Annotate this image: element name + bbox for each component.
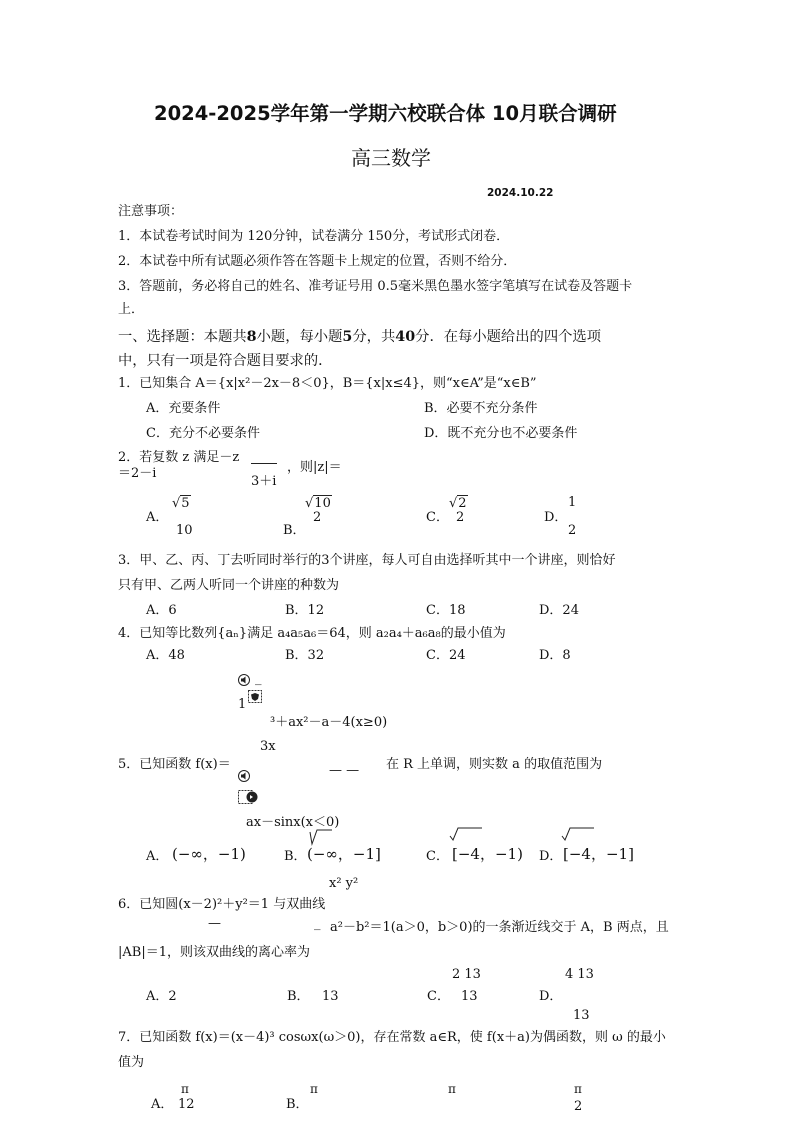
q5-piece-upper: ³＋ax²－a－4(x≥0) <box>270 715 388 730</box>
question-6-stem-line2: a²－b²＝1(a＞0，b＞0)的一条渐近线交于 A，B 两点，且 <box>330 920 669 935</box>
q7-option-b-label: B． <box>286 1097 309 1112</box>
q2-option-a-label: A． <box>146 510 169 525</box>
q6-option-b-label: B． <box>287 989 310 1004</box>
q2-option-a-den: 10 <box>176 523 193 538</box>
q2-option-d-label: D． <box>544 510 568 525</box>
note-item: 1．本试卷考试时间为 120分钟，试卷满分 150分，考试形式闭卷． <box>118 229 510 244</box>
q2-option-d-num: 1 <box>568 495 577 510</box>
q6-fraction-top: x² y² <box>329 876 359 891</box>
q5-option-a-label: A． <box>146 849 169 864</box>
question-2-stem-a: 2．若复数 z 满足－z <box>118 450 240 465</box>
q3-option-b: B．12 <box>285 603 325 618</box>
q6-option-c-label: C． <box>427 989 450 1004</box>
question-6-stem-line3: |AB|＝1，则该双曲线的离心率为 <box>118 945 310 960</box>
q6-option-c-val: 13 <box>461 989 478 1004</box>
section-heading-line2: 中，只有一项是符合题目要求的． <box>118 353 333 369</box>
q2-option-c-num: √2 <box>449 496 467 511</box>
q2-option-b-label: B． <box>283 523 306 538</box>
question-1-stem: 1．已知集合 A＝{x|x²－2x－8＜0}，B＝{x|x≤4}，则“x∈A”是“x∈B” <box>118 376 537 391</box>
q5-option-d-label: D． <box>539 849 563 864</box>
question-2-stem-b: ＝2－i <box>118 466 157 481</box>
q1-option-c: C．充分不必要条件 <box>146 426 260 441</box>
question-3-stem: 3．甲、乙、丙、丁去听同时举行的3个讲座，每人可自由选择听其中一个讲座，则恰好 <box>118 553 616 568</box>
speaker-icon <box>238 674 250 686</box>
section-heading: 一、选择题：本题共8小题，每小题5分，共40分．在每小题给出的四个选项 <box>118 329 602 345</box>
q5-option-d: [−4，−1] <box>563 845 634 863</box>
q6-option-d-den: 13 <box>573 1008 590 1023</box>
question-5-stem: 5．已知函数 f(x)＝ <box>118 757 231 772</box>
q2-stem-tail: ，则|z|＝ <box>287 460 342 475</box>
q5-piece-3x: 3x <box>260 739 276 754</box>
q3-option-d: D．24 <box>539 603 579 618</box>
question-3-stem-line2: 只有甲、乙两人听同一个讲座的种数为 <box>118 578 340 593</box>
q5-option-c-label: C． <box>426 849 449 864</box>
q2-option-d-den: 2 <box>568 523 577 538</box>
q5-option-b-label: B． <box>284 849 307 864</box>
q2-denominator: 3＋i <box>251 474 277 489</box>
q2-option-c-den: 2 <box>456 510 465 525</box>
subject-title: 高三数学 <box>351 146 431 170</box>
q7-option-c-pi: π <box>448 1082 456 1096</box>
exam-title: 2024-2025学年第一学期六校联合体 10月联合调研 <box>154 102 617 125</box>
q4-option-d: D．8 <box>539 648 571 663</box>
question-7-stem: 7．已知函数 f(x)＝(x－4)³ cosωx(ω＞0)，存在常数 a∈R，使 f(x＋a)为偶函数，则 ω 的最小 <box>118 1030 666 1045</box>
question-5-stem-tail: 在 R 上单调，则实数 a 的取值范围为 <box>386 757 603 772</box>
exam-date: 2024.10.22 <box>487 187 554 199</box>
q6-option-a: A．2 <box>146 989 177 1004</box>
q4-option-a: A．48 <box>146 648 185 663</box>
note-item: 上． <box>118 302 145 317</box>
q6-dash: _ <box>314 916 321 931</box>
fraction-bar <box>251 463 277 464</box>
q7-option-a-pi: π <box>181 1082 189 1096</box>
question-7-stem-line2: 值为 <box>118 1055 145 1070</box>
q6-dash: — <box>208 916 221 931</box>
q1-option-d: D．既不充分也不必要条件 <box>424 426 578 441</box>
note-item: 2．本试卷中所有试题必须作答在答题卡上规定的位置，否则不给分． <box>118 254 517 269</box>
q5-piece-minus: _ <box>255 671 262 686</box>
q7-option-a-label: A． <box>151 1097 174 1112</box>
q4-option-c: C．24 <box>426 648 466 663</box>
q7-option-a-den: 12 <box>178 1097 195 1112</box>
q6-option-d-top: 4 13 <box>565 967 594 982</box>
q2-option-c-label: C． <box>426 510 449 525</box>
q5-fraction-dashes: — — <box>329 763 360 778</box>
q6-option-b-val: 13 <box>322 989 339 1004</box>
q2-option-a-num: √5 <box>172 496 190 511</box>
q3-option-a: A．6 <box>146 603 177 618</box>
radical-signs <box>300 828 640 848</box>
q3-option-c: C．18 <box>426 603 466 618</box>
q7-option-d-den: 2 <box>574 1099 583 1114</box>
notes-heading: 注意事项： <box>118 204 184 219</box>
broken-image-icon <box>238 790 260 804</box>
q1-option-b: B．必要不充分条件 <box>424 401 538 416</box>
q2-option-b-num: √10 <box>305 496 331 511</box>
q1-option-a: A．充要条件 <box>146 401 221 416</box>
note-item: 3．答题前，务必将自己的姓名、准考证号用 0.5毫米黑色墨水签字笔填写在试卷及答题卡 <box>118 279 633 294</box>
q5-option-b: (−∞，−1] <box>307 845 381 863</box>
q2-option-b-den: 2 <box>313 510 322 525</box>
shield-icon <box>248 690 262 703</box>
q6-option-c-top: 2 13 <box>452 967 481 982</box>
q5-piece-one: 1 <box>238 697 247 712</box>
question-4-stem: 4．已知等比数列{aₙ}满足 a₄a₅a₆＝64，则 a₂a₄＋a₆a₈的最小值为 <box>118 626 506 641</box>
q5-option-a: (−∞，−1) <box>172 845 246 863</box>
question-6-stem: 6．已知圆(x－2)²＋y²＝1 与双曲线 <box>118 897 326 912</box>
q5-option-c: [−4，−1) <box>452 845 523 863</box>
q7-option-d-pi: π <box>574 1082 582 1096</box>
q7-option-b-pi: π <box>310 1082 318 1096</box>
speaker-icon <box>238 770 250 782</box>
q6-option-d-label: D． <box>539 989 563 1004</box>
q4-option-b: B．32 <box>285 648 325 663</box>
q5-piece-lower: ax－sinx(x＜0) <box>246 815 340 830</box>
